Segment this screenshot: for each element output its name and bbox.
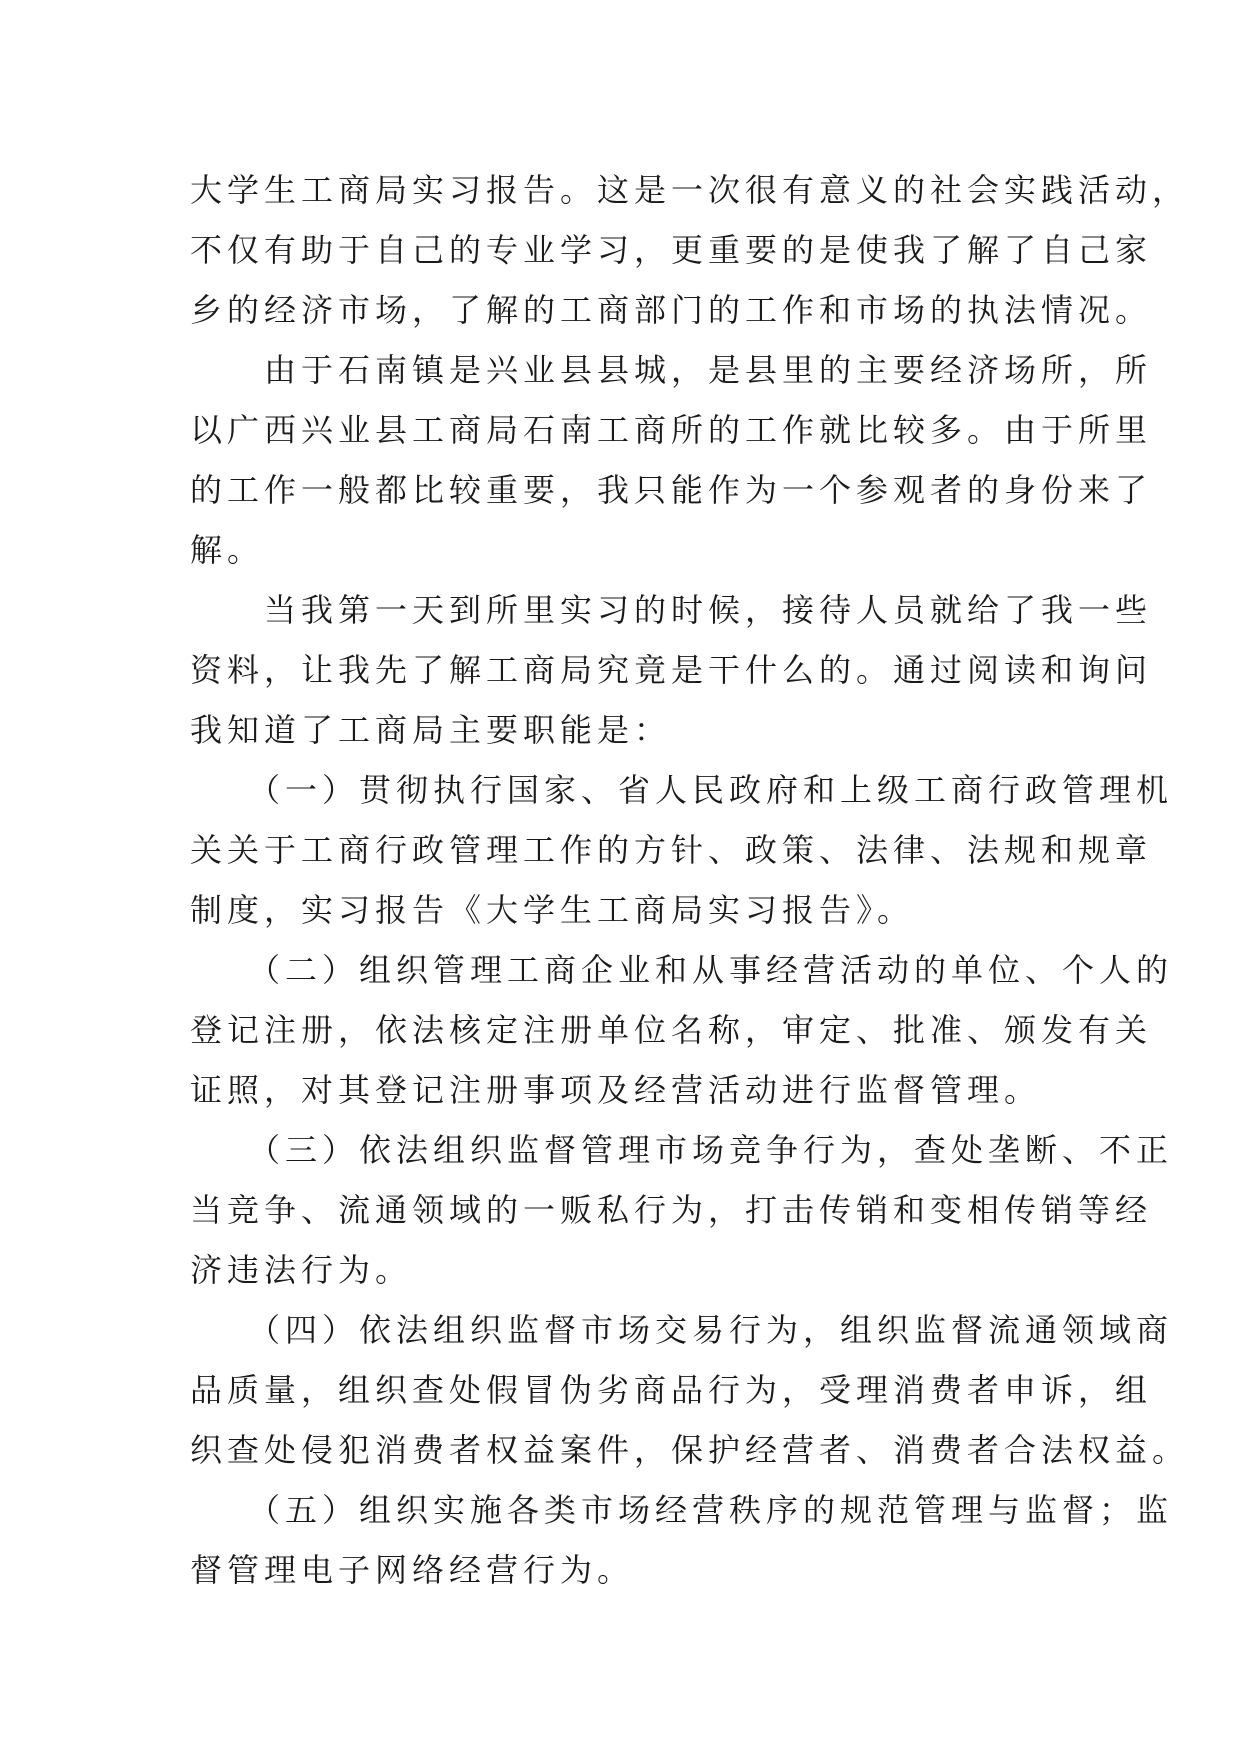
text-line: （五）组织实施各类市场经营秩序的规范管理与监督；监 — [190, 1491, 1174, 1529]
text-line: 当我第一天到所里实习的时候，接待人员就给了我一些 — [190, 591, 1153, 629]
text-line: 大学生工商局实习报告。这是一次很有意义的社会实践活动， — [190, 171, 1190, 209]
text-line: （二）组织管理工商企业和从事经营活动的单位、个人的 — [190, 951, 1174, 989]
text-line: 我知道了工商局主要职能是： — [190, 711, 672, 749]
text-line: 当竞争、流通领域的一贩私行为，打击传销和变相传销等经 — [190, 1191, 1153, 1229]
text-line: 济违法行为。 — [190, 1251, 413, 1289]
text-line: （三）依法组织监督管理市场竞争行为，查处垄断、不正 — [190, 1131, 1174, 1169]
text-line: 资料，让我先了解工商局究竟是干什么的。通过阅读和询问 — [190, 651, 1153, 689]
text-line: 乡的经济市场，了解的工商部门的工作和市场的执法情况。 — [190, 291, 1153, 329]
text-line: 登记注册，依法核定注册单位名称，审定、批准、颁发有关 — [190, 1011, 1153, 1049]
body-text — [190, 160, 1190, 1600]
text-line: 品质量，组织查处假冒伪劣商品行为，受理消费者申诉，组 — [190, 1371, 1153, 1409]
text-line: 制度，实习报告《大学生工商局实习报告》。 — [190, 891, 915, 929]
text-line: 解。 — [190, 531, 265, 569]
text-line: 以广西兴业县工商局石南工商所的工作就比较多。由于所里 — [190, 411, 1153, 449]
text-line: 织查处侵犯消费者权益案件，保护经营者、消费者合法权益。 — [190, 1431, 1190, 1469]
text-line: 证照，对其登记注册事项及经营活动进行监督管理。 — [190, 1071, 1042, 1109]
text-line: （四）依法组织监督市场交易行为，组织监督流通领域商 — [190, 1311, 1174, 1349]
text-line: 的工作一般都比较重要，我只能作为一个参观者的身份来了 — [190, 471, 1153, 509]
text-line: （一）贯彻执行国家、省人民政府和上级工商行政管理机 — [190, 771, 1174, 809]
text-line: 不仅有助于自己的专业学习，更重要的是使我了解了自己家 — [190, 231, 1153, 269]
text-line: 督管理电子网络经营行为。 — [190, 1551, 635, 1589]
text-line: 由于石南镇是兴业县县城，是县里的主要经济场所，所 — [190, 351, 1153, 389]
text-line: 关关于工商行政管理工作的方针、政策、法律、法规和规章 — [190, 831, 1153, 869]
